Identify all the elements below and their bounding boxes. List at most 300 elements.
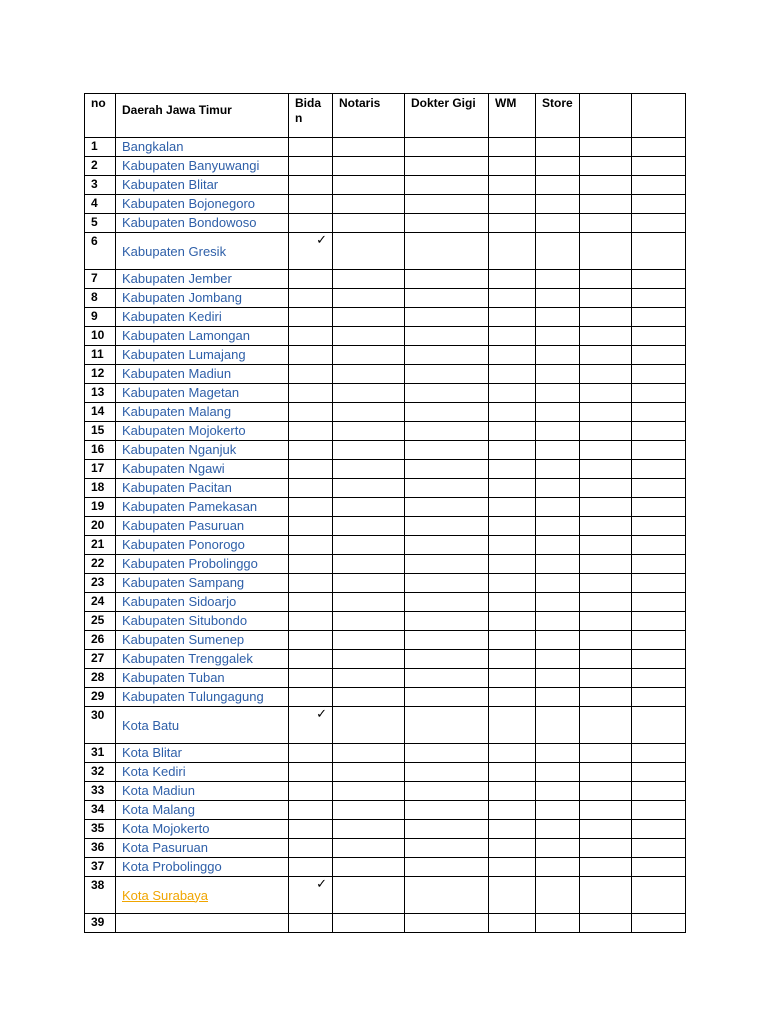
region-name: Kabupaten Pamekasan <box>116 498 289 517</box>
region-name: Kabupaten Sampang <box>116 574 289 593</box>
blank-cell-1 <box>580 270 632 289</box>
notaris-cell <box>333 555 405 574</box>
store-cell <box>536 707 580 744</box>
blank-cell-2 <box>632 707 686 744</box>
bidan-cell <box>289 820 333 839</box>
bidan-cell <box>289 839 333 858</box>
row-number: 19 <box>85 498 116 517</box>
notaris-cell <box>333 422 405 441</box>
row-number: 12 <box>85 365 116 384</box>
notaris-cell <box>333 441 405 460</box>
notaris-cell <box>333 536 405 555</box>
notaris-cell <box>333 517 405 536</box>
blank-cell-1 <box>580 460 632 479</box>
blank-cell-1 <box>580 593 632 612</box>
blank-cell-1 <box>580 744 632 763</box>
notaris-cell <box>333 460 405 479</box>
bidan-cell <box>289 669 333 688</box>
notaris-cell <box>333 346 405 365</box>
region-name: Kabupaten Tuban <box>116 669 289 688</box>
row-number: 3 <box>85 176 116 195</box>
wm-cell <box>489 365 536 384</box>
blank-cell-2 <box>632 782 686 801</box>
table-row <box>85 176 686 195</box>
table-row <box>85 346 686 365</box>
notaris-cell <box>333 688 405 707</box>
row-number: 9 <box>85 308 116 327</box>
store-cell <box>536 801 580 820</box>
notaris-cell <box>333 631 405 650</box>
store-cell <box>536 138 580 157</box>
region-name: Kota Madiun <box>116 782 289 801</box>
wm-cell <box>489 327 536 346</box>
table-row <box>85 195 686 214</box>
blank-cell-1 <box>580 688 632 707</box>
row-number: 34 <box>85 801 116 820</box>
store-cell <box>536 384 580 403</box>
store-cell <box>536 555 580 574</box>
dokter-gigi-cell <box>405 593 489 612</box>
bidan-cell <box>289 157 333 176</box>
region-name: Kabupaten Blitar <box>116 176 289 195</box>
notaris-cell <box>333 498 405 517</box>
row-number: 39 <box>85 914 116 933</box>
table-row <box>85 914 686 933</box>
row-number: 13 <box>85 384 116 403</box>
store-cell <box>536 498 580 517</box>
dokter-gigi-cell <box>405 157 489 176</box>
region-name: Kabupaten Nganjuk <box>116 441 289 460</box>
region-link[interactable]: Kota Surabaya <box>116 877 289 914</box>
bidan-cell <box>289 536 333 555</box>
notaris-cell <box>333 384 405 403</box>
notaris-cell <box>333 233 405 270</box>
wm-cell <box>489 593 536 612</box>
table-row <box>85 403 686 422</box>
dokter-gigi-cell <box>405 365 489 384</box>
blank-cell-1 <box>580 517 632 536</box>
notaris-cell <box>333 157 405 176</box>
blank-cell-2 <box>632 479 686 498</box>
blank-cell-1 <box>580 669 632 688</box>
blank-cell-2 <box>632 195 686 214</box>
bidan-cell <box>289 289 333 308</box>
dokter-gigi-cell <box>405 650 489 669</box>
table-row <box>85 707 686 744</box>
blank-cell-2 <box>632 839 686 858</box>
blank-cell-2 <box>632 214 686 233</box>
blank-cell-1 <box>580 858 632 877</box>
blank-cell-1 <box>580 176 632 195</box>
table-row <box>85 763 686 782</box>
table-row <box>85 327 686 346</box>
wm-cell <box>489 479 536 498</box>
blank-cell-1 <box>580 289 632 308</box>
region-name: Kota Pasuruan <box>116 839 289 858</box>
wm-cell <box>489 460 536 479</box>
store-cell <box>536 631 580 650</box>
wm-cell <box>489 346 536 365</box>
dokter-gigi-cell <box>405 517 489 536</box>
regions-table <box>84 93 686 933</box>
store-cell <box>536 782 580 801</box>
checkmark-icon: ✓ <box>316 232 327 247</box>
region-name: Kota Blitar <box>116 744 289 763</box>
region-name: Kabupaten Bojonegoro <box>116 195 289 214</box>
bidan-cell <box>289 650 333 669</box>
table-row <box>85 270 686 289</box>
blank-cell-2 <box>632 877 686 914</box>
store-cell <box>536 744 580 763</box>
row-number: 20 <box>85 517 116 536</box>
blank-cell-1 <box>580 233 632 270</box>
table-row <box>85 441 686 460</box>
region-name: Kabupaten Probolinggo <box>116 555 289 574</box>
notaris-cell <box>333 138 405 157</box>
wm-cell <box>489 839 536 858</box>
blank-cell-2 <box>632 233 686 270</box>
wm-cell <box>489 744 536 763</box>
blank-cell-2 <box>632 365 686 384</box>
region-name: Kabupaten Jember <box>116 270 289 289</box>
table-row <box>85 365 686 384</box>
row-number: 38 <box>85 877 116 914</box>
bidan-cell <box>289 308 333 327</box>
blank-cell-1 <box>580 631 632 650</box>
region-name: Kabupaten Trenggalek <box>116 650 289 669</box>
table-row <box>85 744 686 763</box>
row-number: 16 <box>85 441 116 460</box>
blank-cell-2 <box>632 763 686 782</box>
dokter-gigi-cell <box>405 574 489 593</box>
bidan-cell <box>289 914 333 933</box>
header-no: no <box>85 94 116 138</box>
bidan-cell <box>289 270 333 289</box>
table-row <box>85 157 686 176</box>
table-row <box>85 422 686 441</box>
blank-cell-1 <box>580 157 632 176</box>
blank-cell-2 <box>632 157 686 176</box>
notaris-cell <box>333 270 405 289</box>
checkmark-icon: ✓ <box>316 876 327 891</box>
table-row <box>85 669 686 688</box>
bidan-cell <box>289 233 333 270</box>
blank-cell-1 <box>580 914 632 933</box>
dokter-gigi-cell <box>405 289 489 308</box>
row-number: 25 <box>85 612 116 631</box>
store-cell <box>536 574 580 593</box>
blank-cell-1 <box>580 763 632 782</box>
row-number: 17 <box>85 460 116 479</box>
dokter-gigi-cell <box>405 214 489 233</box>
header-store: Store <box>536 94 580 138</box>
bidan-cell <box>289 460 333 479</box>
dokter-gigi-cell <box>405 327 489 346</box>
table-row <box>85 839 686 858</box>
notaris-cell <box>333 289 405 308</box>
table-row <box>85 460 686 479</box>
blank-cell-1 <box>580 479 632 498</box>
blank-cell-1 <box>580 839 632 858</box>
store-cell <box>536 593 580 612</box>
header-bidan: Bida n <box>289 94 333 138</box>
row-number: 7 <box>85 270 116 289</box>
region-name: Kabupaten Ngawi <box>116 460 289 479</box>
bidan-cell <box>289 138 333 157</box>
blank-cell-2 <box>632 384 686 403</box>
store-cell <box>536 914 580 933</box>
dokter-gigi-cell <box>405 233 489 270</box>
dokter-gigi-cell <box>405 422 489 441</box>
region-name: Kabupaten Tulungagung <box>116 688 289 707</box>
row-number: 30 <box>85 707 116 744</box>
header-region: Daerah Jawa Timur <box>116 94 289 138</box>
bidan-cell <box>289 593 333 612</box>
store-cell <box>536 536 580 555</box>
notaris-cell <box>333 650 405 669</box>
blank-cell-2 <box>632 422 686 441</box>
row-number: 28 <box>85 669 116 688</box>
wm-cell <box>489 308 536 327</box>
header-blank-1 <box>580 94 632 138</box>
table-row <box>85 479 686 498</box>
store-cell <box>536 346 580 365</box>
dokter-gigi-cell <box>405 612 489 631</box>
wm-cell <box>489 631 536 650</box>
checkmark-icon: ✓ <box>316 706 327 721</box>
bidan-cell <box>289 877 333 914</box>
row-number: 8 <box>85 289 116 308</box>
row-number: 2 <box>85 157 116 176</box>
region-name: Kabupaten Gresik <box>116 233 289 270</box>
blank-cell-2 <box>632 650 686 669</box>
dokter-gigi-cell <box>405 707 489 744</box>
store-cell <box>536 688 580 707</box>
wm-cell <box>489 157 536 176</box>
region-name: Kabupaten Mojokerto <box>116 422 289 441</box>
table-row <box>85 214 686 233</box>
blank-cell-2 <box>632 801 686 820</box>
table-row <box>85 555 686 574</box>
store-cell <box>536 270 580 289</box>
bidan-cell <box>289 403 333 422</box>
dokter-gigi-cell <box>405 460 489 479</box>
blank-cell-2 <box>632 346 686 365</box>
region-name: Kabupaten Sumenep <box>116 631 289 650</box>
region-name: Kabupaten Lumajang <box>116 346 289 365</box>
bidan-cell <box>289 555 333 574</box>
blank-cell-1 <box>580 346 632 365</box>
table-row <box>85 820 686 839</box>
blank-cell-2 <box>632 308 686 327</box>
dokter-gigi-cell <box>405 801 489 820</box>
row-number: 23 <box>85 574 116 593</box>
store-cell <box>536 195 580 214</box>
notaris-cell <box>333 858 405 877</box>
table-row <box>85 233 686 270</box>
blank-cell-2 <box>632 669 686 688</box>
region-name: Kabupaten Bondowoso <box>116 214 289 233</box>
blank-cell-2 <box>632 612 686 631</box>
header-blank-2 <box>632 94 686 138</box>
store-cell <box>536 403 580 422</box>
dokter-gigi-cell <box>405 384 489 403</box>
wm-cell <box>489 214 536 233</box>
dokter-gigi-cell <box>405 688 489 707</box>
blank-cell-2 <box>632 536 686 555</box>
dokter-gigi-cell <box>405 308 489 327</box>
wm-cell <box>489 555 536 574</box>
blank-cell-1 <box>580 801 632 820</box>
wm-cell <box>489 517 536 536</box>
table-row <box>85 517 686 536</box>
store-cell <box>536 460 580 479</box>
blank-cell-2 <box>632 441 686 460</box>
row-number: 18 <box>85 479 116 498</box>
dokter-gigi-cell <box>405 839 489 858</box>
wm-cell <box>489 195 536 214</box>
wm-cell <box>489 574 536 593</box>
dokter-gigi-cell <box>405 498 489 517</box>
store-cell <box>536 877 580 914</box>
bidan-cell <box>289 744 333 763</box>
row-number: 4 <box>85 195 116 214</box>
bidan-cell <box>289 782 333 801</box>
row-number: 1 <box>85 138 116 157</box>
dokter-gigi-cell <box>405 441 489 460</box>
blank-cell-2 <box>632 593 686 612</box>
store-cell <box>536 327 580 346</box>
wm-cell <box>489 536 536 555</box>
wm-cell <box>489 914 536 933</box>
bidan-cell <box>289 327 333 346</box>
notaris-cell <box>333 801 405 820</box>
bidan-cell <box>289 346 333 365</box>
row-number: 26 <box>85 631 116 650</box>
dokter-gigi-cell <box>405 763 489 782</box>
blank-cell-2 <box>632 176 686 195</box>
region-name: Kabupaten Magetan <box>116 384 289 403</box>
wm-cell <box>489 441 536 460</box>
blank-cell-2 <box>632 858 686 877</box>
bidan-cell <box>289 479 333 498</box>
bidan-cell <box>289 763 333 782</box>
notaris-cell <box>333 877 405 914</box>
blank-cell-2 <box>632 270 686 289</box>
row-number: 10 <box>85 327 116 346</box>
blank-cell-2 <box>632 820 686 839</box>
store-cell <box>536 157 580 176</box>
bidan-cell <box>289 195 333 214</box>
table-row <box>85 612 686 631</box>
bidan-cell <box>289 858 333 877</box>
bidan-cell <box>289 612 333 631</box>
table-row <box>85 688 686 707</box>
notaris-cell <box>333 479 405 498</box>
region-name: Kota Malang <box>116 801 289 820</box>
notaris-cell <box>333 707 405 744</box>
blank-cell-2 <box>632 631 686 650</box>
row-number: 21 <box>85 536 116 555</box>
bidan-cell <box>289 574 333 593</box>
header-notaris: Notaris <box>333 94 405 138</box>
blank-cell-1 <box>580 877 632 914</box>
bidan-cell <box>289 384 333 403</box>
store-cell <box>536 650 580 669</box>
dokter-gigi-cell <box>405 346 489 365</box>
blank-cell-1 <box>580 384 632 403</box>
table-row <box>85 289 686 308</box>
wm-cell <box>489 176 536 195</box>
wm-cell <box>489 384 536 403</box>
table-row <box>85 593 686 612</box>
wm-cell <box>489 858 536 877</box>
wm-cell <box>489 270 536 289</box>
blank-cell-1 <box>580 820 632 839</box>
blank-cell-1 <box>580 403 632 422</box>
notaris-cell <box>333 195 405 214</box>
dokter-gigi-cell <box>405 403 489 422</box>
wm-cell <box>489 498 536 517</box>
store-cell <box>536 612 580 631</box>
notaris-cell <box>333 782 405 801</box>
blank-cell-1 <box>580 612 632 631</box>
row-number: 15 <box>85 422 116 441</box>
region-name: Kabupaten Jombang <box>116 289 289 308</box>
blank-cell-2 <box>632 403 686 422</box>
wm-cell <box>489 138 536 157</box>
store-cell <box>536 858 580 877</box>
notaris-cell <box>333 593 405 612</box>
blank-cell-1 <box>580 138 632 157</box>
region-name: Kota Kediri <box>116 763 289 782</box>
blank-cell-1 <box>580 574 632 593</box>
blank-cell-2 <box>632 914 686 933</box>
store-cell <box>536 763 580 782</box>
wm-cell <box>489 422 536 441</box>
bidan-cell <box>289 441 333 460</box>
wm-cell <box>489 233 536 270</box>
row-number: 33 <box>85 782 116 801</box>
row-number: 29 <box>85 688 116 707</box>
blank-cell-1 <box>580 308 632 327</box>
region-name: Kabupaten Lamongan <box>116 327 289 346</box>
region-name: Kabupaten Banyuwangi <box>116 157 289 176</box>
region-name: Kabupaten Pacitan <box>116 479 289 498</box>
store-cell <box>536 441 580 460</box>
notaris-cell <box>333 763 405 782</box>
region-name: Kabupaten Sidoarjo <box>116 593 289 612</box>
wm-cell <box>489 612 536 631</box>
blank-cell-1 <box>580 327 632 346</box>
region-name: Kota Mojokerto <box>116 820 289 839</box>
bidan-cell <box>289 498 333 517</box>
wm-cell <box>489 650 536 669</box>
notaris-cell <box>333 308 405 327</box>
store-cell <box>536 233 580 270</box>
dokter-gigi-cell <box>405 195 489 214</box>
wm-cell <box>489 820 536 839</box>
dokter-gigi-cell <box>405 877 489 914</box>
store-cell <box>536 176 580 195</box>
wm-cell <box>489 763 536 782</box>
table-row <box>85 574 686 593</box>
bidan-cell <box>289 422 333 441</box>
wm-cell <box>489 782 536 801</box>
row-number: 32 <box>85 763 116 782</box>
table-row <box>85 801 686 820</box>
blank-cell-1 <box>580 214 632 233</box>
